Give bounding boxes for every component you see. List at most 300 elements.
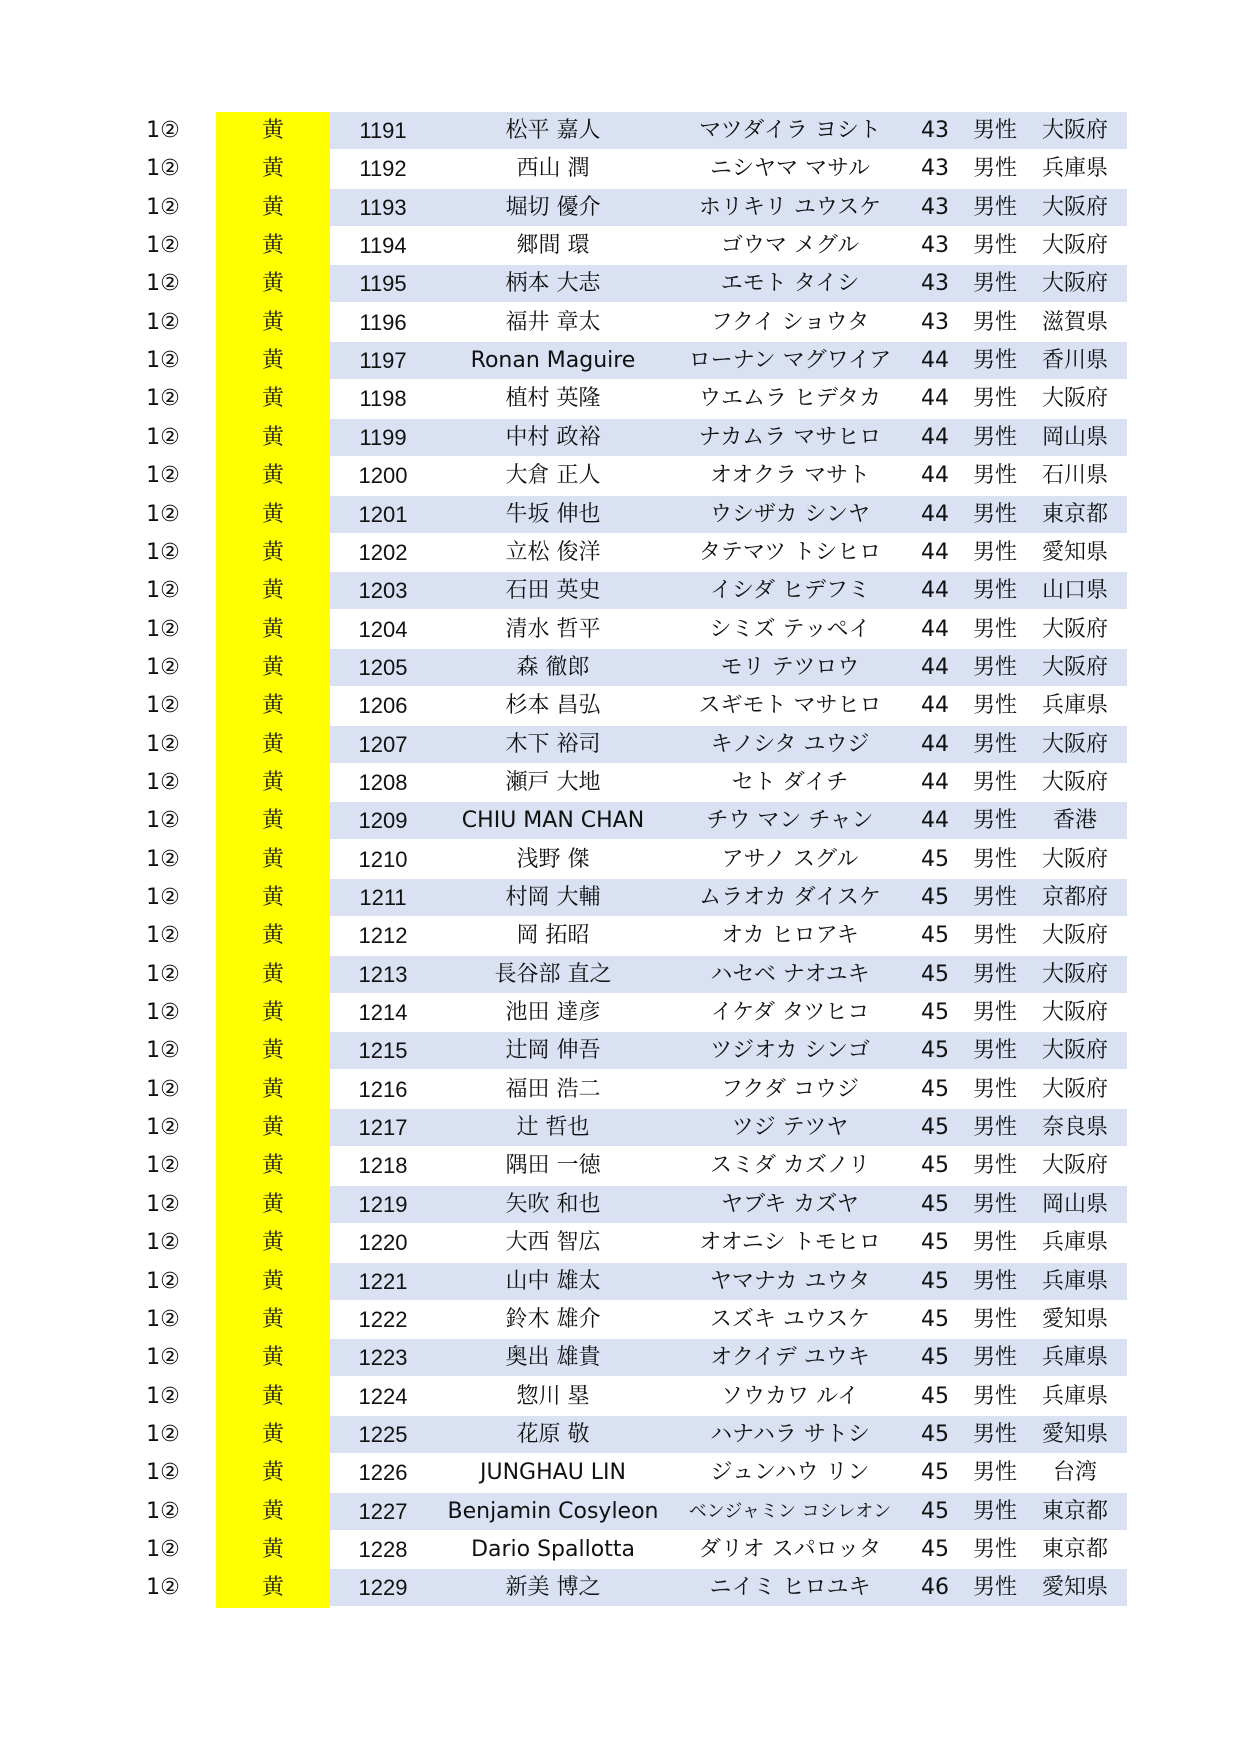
prefecture-cell: 大阪府 [1041,961,1108,987]
sex-cell: 男性 [972,156,1017,182]
number-cell: 1192 [359,156,407,182]
age-cell: 44 [921,654,949,680]
group-cell: 1② [146,348,180,374]
number-cell: 1229 [358,1575,408,1601]
group-cell: 1② [146,1268,180,1294]
sex-cell: 男性 [972,1191,1017,1217]
color-cell: 黄 [261,463,284,489]
number-cell: 1224 [358,1383,408,1409]
table-row [0,1301,1240,1339]
prefecture-cell: 東京都 [1041,1536,1108,1562]
group-cell: 1② [146,1153,180,1179]
name-cell: 福田 浩二 [505,1076,601,1102]
sex-cell: 男性 [972,118,1017,143]
color-cell: 黄 [261,1076,284,1102]
color-cell: 黄 [261,808,284,834]
sex-cell: 男性 [972,194,1017,220]
prefecture-cell: 愛知県 [1041,1306,1108,1332]
group-cell: 1② [146,539,180,565]
age-cell: 45 [921,1536,949,1562]
prefecture-cell: 兵庫県 [1041,693,1108,719]
number-cell: 1195 [359,271,407,297]
color-cell: 黄 [261,769,284,795]
age-cell: 45 [921,1383,949,1409]
name-cell: 新美 博之 [505,1575,601,1601]
sex-cell: 男性 [972,693,1017,719]
number-cell: 1220 [358,1230,408,1256]
name-cell: 松平 嘉人 [505,118,601,143]
kana-cell: スズキ ユウスケ [709,1306,871,1332]
age-cell: 44 [921,693,949,719]
number-cell: 1225 [358,1421,408,1447]
name-cell: 隅田 一徳 [505,1153,601,1179]
name-cell: 奥出 雄貴 [505,1345,601,1371]
prefecture-cell: 岡山県 [1041,424,1108,450]
prefecture-cell: 大阪府 [1041,846,1108,872]
prefecture-cell: 大阪府 [1041,923,1108,949]
name-cell: 清水 哲平 [505,616,601,642]
age-cell: 44 [921,386,949,412]
number-cell: 1218 [358,1153,408,1179]
age-cell: 45 [921,1345,949,1371]
prefecture-cell: 大阪府 [1041,654,1108,680]
number-cell: 1199 [359,424,407,450]
age-cell: 44 [921,463,949,489]
number-cell: 1217 [358,1115,408,1141]
color-cell: 黄 [261,386,284,412]
sex-cell: 男性 [972,846,1017,872]
kana-cell: セト ダイチ [731,769,849,795]
color-cell: 黄 [261,118,284,143]
prefecture-cell: 兵庫県 [1041,1268,1108,1294]
color-cell: 黄 [261,1230,284,1256]
sex-cell: 男性 [972,769,1017,795]
group-cell: 1② [146,1575,180,1601]
kana-cell: オオクラ マサト [710,463,870,489]
name-cell: 植村 英隆 [505,386,601,412]
prefecture-cell: 大阪府 [1041,1076,1108,1102]
number-cell: 1215 [358,1038,408,1064]
kana-cell: シミズ テッペイ [709,616,871,642]
age-cell: 44 [921,424,949,450]
group-cell: 1② [146,233,180,259]
group-cell: 1② [146,1345,180,1371]
name-cell: 木下 裕司 [505,731,601,757]
sex-cell: 男性 [972,1230,1017,1256]
group-cell: 1② [146,1383,180,1409]
group-cell: 1② [146,1498,180,1524]
name-cell: 瀬戸 大地 [505,769,601,795]
age-cell: 43 [921,194,949,220]
kana-cell: モリ テツロウ [720,654,860,680]
sex-cell: 男性 [972,1076,1017,1102]
kana-cell: キノシタ ユウジ [710,731,870,757]
color-cell: 黄 [261,424,284,450]
name-cell: 惣川 塁 [516,1383,590,1409]
table-row [0,496,1240,534]
kana-cell: マツダイラ ヨシト [699,118,881,143]
group-cell: 1② [146,1306,180,1332]
prefecture-cell: 香川県 [1041,348,1108,374]
prefecture-cell: 山口県 [1041,578,1108,604]
number-cell: 1200 [358,463,408,489]
table-row [0,1339,1240,1377]
number-cell: 1202 [358,539,408,565]
color-cell: 黄 [261,616,284,642]
age-cell: 44 [921,539,949,565]
kana-cell: ツジオカ シンゴ [710,1038,870,1064]
color-cell: 黄 [261,1383,284,1409]
color-cell: 黄 [261,885,284,910]
sex-cell: 男性 [972,1306,1017,1332]
kana-cell: チウ マン チャン [706,808,874,834]
group-cell: 1② [146,846,180,872]
group-cell: 1② [146,654,180,680]
name-cell: CHIU MAN CHAN [461,808,645,834]
kana-cell: アサノ スグル [721,846,859,872]
kana-cell: スギモト マサヒロ [698,693,882,719]
color-cell: 黄 [261,846,284,872]
sex-cell: 男性 [972,1153,1017,1179]
name-cell: 辻 哲也 [516,1115,590,1141]
prefecture-cell: 台湾 [1052,1460,1097,1486]
prefecture-cell: 兵庫県 [1041,1383,1108,1409]
number-cell: 1219 [358,1191,408,1217]
group-cell: 1② [146,309,180,335]
table-row [0,265,1240,303]
color-cell: 黄 [261,194,284,220]
kana-cell: ホリキリ ユウスケ [698,194,882,220]
number-cell: 1209 [358,808,408,834]
color-cell: 黄 [261,578,284,604]
color-cell: 黄 [261,1306,284,1332]
color-cell: 黄 [261,1498,284,1524]
age-cell: 45 [921,1076,949,1102]
name-cell: 西山 潤 [516,156,590,182]
color-cell: 黄 [261,693,284,719]
kana-cell: ヤマナカ ユウタ [709,1268,871,1294]
age-cell: 44 [921,348,949,374]
sex-cell: 男性 [972,961,1017,987]
age-cell: 45 [921,1115,949,1141]
prefecture-cell: 香港 [1052,808,1097,834]
group-cell: 1② [146,1230,180,1256]
number-cell: 1191 [359,118,407,143]
age-cell: 44 [921,616,949,642]
name-cell: 福井 章太 [505,309,601,335]
number-cell: 1222 [358,1306,408,1332]
group-cell: 1② [146,194,180,220]
name-cell: 堀切 優介 [505,194,601,220]
sex-cell: 男性 [972,309,1017,335]
table-row [0,1071,1240,1109]
kana-cell: ムラオカ ダイスケ [699,885,881,910]
number-cell: 1207 [358,731,408,757]
table-row [0,611,1240,649]
sex-cell: 男性 [972,731,1017,757]
group-cell: 1② [146,424,180,450]
color-cell: 黄 [261,156,284,182]
name-cell: 石田 英史 [505,578,601,604]
number-cell: 1216 [358,1076,408,1102]
number-cell: 1205 [358,654,408,680]
prefecture-cell: 大阪府 [1041,616,1108,642]
number-cell: 1204 [358,616,408,642]
table-row [0,1454,1240,1492]
age-cell: 44 [921,808,949,834]
table-row [0,189,1240,227]
color-cell: 黄 [261,539,284,565]
sex-cell: 男性 [972,1345,1017,1371]
sex-cell: 男性 [972,1268,1017,1294]
age-cell: 44 [921,769,949,795]
color-cell: 黄 [261,1460,284,1486]
table-row [0,726,1240,764]
number-cell: 1196 [359,309,407,335]
number-cell: 1221 [358,1268,408,1294]
group-cell: 1② [146,501,180,527]
kana-cell: イシダ ヒデフミ [709,578,871,604]
number-cell: 1213 [358,961,408,987]
sex-cell: 男性 [972,463,1017,489]
prefecture-cell: 愛知県 [1041,1421,1108,1447]
prefecture-cell: 大阪府 [1041,271,1108,297]
age-cell: 44 [921,578,949,604]
group-cell: 1② [146,923,180,949]
table-row [0,764,1240,802]
name-cell: 中村 政裕 [505,424,601,450]
name-cell: 森 徹郎 [516,654,590,680]
table-row [0,1493,1240,1531]
age-cell: 45 [921,1038,949,1064]
prefecture-cell: 大阪府 [1041,386,1108,412]
number-cell: 1214 [358,1000,408,1026]
kana-cell: エモト タイシ [720,271,860,297]
name-cell: 矢吹 和也 [505,1191,601,1217]
prefecture-cell: 兵庫県 [1041,1230,1108,1256]
age-cell: 45 [921,885,949,910]
sex-cell: 男性 [972,386,1017,412]
age-cell: 44 [921,731,949,757]
table-row [0,1224,1240,1262]
group-cell: 1② [146,1536,180,1562]
age-cell: 43 [921,271,949,297]
color-cell: 黄 [261,1153,284,1179]
table-row [0,1378,1240,1416]
number-cell: 1194 [359,233,407,259]
prefecture-cell: 愛知県 [1041,1575,1108,1601]
name-cell: 花原 敬 [516,1421,590,1447]
name-cell: 郷間 環 [516,233,590,259]
group-cell: 1② [146,769,180,795]
sex-cell: 男性 [972,271,1017,297]
table-row [0,304,1240,342]
kana-cell: ハセベ ナオユキ [710,961,870,987]
age-cell: 45 [921,1000,949,1026]
kana-cell: ヤブキ カズヤ [721,1191,859,1217]
kana-cell: ゴウマ メグル [720,233,860,259]
number-cell: 1223 [358,1345,408,1371]
number-cell: 1211 [359,885,407,910]
group-cell: 1② [146,118,180,143]
sex-cell: 男性 [972,1038,1017,1064]
kana-cell: ローナン マグワイア [688,348,892,374]
group-cell: 1② [146,961,180,987]
color-cell: 黄 [261,309,284,335]
sex-cell: 男性 [972,1498,1017,1524]
color-cell: 黄 [261,1038,284,1064]
kana-cell: ナカムラ マサヒロ [698,424,882,450]
age-cell: 45 [921,1230,949,1256]
prefecture-cell: 兵庫県 [1041,1345,1108,1371]
color-cell: 黄 [261,233,284,259]
table-row [0,1147,1240,1185]
table-row [0,457,1240,495]
sex-cell: 男性 [972,923,1017,949]
prefecture-cell: 東京都 [1041,1498,1108,1524]
age-cell: 45 [921,1191,949,1217]
sex-cell: 男性 [972,885,1017,910]
sex-cell: 男性 [972,1575,1017,1601]
kana-cell: ダリオ スパロッタ [698,1536,882,1562]
table-row [0,1109,1240,1147]
kana-cell: オオニシ トモヒロ [699,1230,881,1256]
table-row [0,342,1240,380]
group-cell: 1② [146,616,180,642]
group-cell: 1② [146,1191,180,1217]
name-cell: 大倉 正人 [505,463,601,489]
color-cell: 黄 [261,731,284,757]
name-cell: 鈴木 雄介 [505,1306,601,1332]
table-row [0,687,1240,725]
name-cell: 池田 達彦 [505,1000,601,1026]
group-cell: 1② [146,693,180,719]
age-cell: 45 [921,1306,949,1332]
table-row [0,879,1240,917]
name-cell: Ronan Maguire [470,348,636,374]
name-cell: Dario Spallotta [471,1536,635,1562]
prefecture-cell: 岡山県 [1041,1191,1108,1217]
kana-cell: フクイ ショウタ [710,309,870,335]
table-row [0,1263,1240,1301]
kana-cell: タテマツ トシヒロ [698,539,882,565]
table-row [0,1416,1240,1454]
kana-cell: ツジ テツヤ [731,1115,849,1141]
sex-cell: 男性 [972,539,1017,565]
prefecture-cell: 奈良県 [1041,1115,1108,1141]
table-row [0,534,1240,572]
prefecture-cell: 大阪府 [1041,233,1108,259]
age-cell: 45 [921,961,949,987]
prefecture-cell: 京都府 [1041,885,1108,910]
prefecture-cell: 大阪府 [1041,194,1108,220]
prefecture-cell: 大阪府 [1041,731,1108,757]
name-cell: 浅野 傑 [516,846,590,872]
prefecture-cell: 石川県 [1041,463,1108,489]
name-cell: 立松 俊洋 [505,539,601,565]
table-row [0,1569,1240,1607]
group-cell: 1② [146,1038,180,1064]
name-cell: 長谷部 直之 [494,961,612,987]
kana-cell: ベンジャミン コシレオン [688,1500,892,1522]
name-cell: 岡 拓昭 [516,923,590,949]
name-cell: JUNGHAU LIN [480,1460,626,1486]
prefecture-cell: 大阪府 [1041,769,1108,795]
sex-cell: 男性 [972,808,1017,834]
number-cell: 1208 [358,769,408,795]
color-cell: 黄 [261,961,284,987]
number-cell: 1203 [358,578,408,604]
sex-cell: 男性 [972,654,1017,680]
prefecture-cell: 大阪府 [1041,1153,1108,1179]
table-row [0,150,1240,188]
color-cell: 黄 [261,348,284,374]
sex-cell: 男性 [972,1421,1017,1447]
color-cell: 黄 [261,271,284,297]
kana-cell: ジュンハウ リン [710,1460,870,1486]
number-cell: 1198 [359,386,407,412]
number-cell: 1206 [358,693,408,719]
name-cell: 山中 雄太 [505,1268,601,1294]
sex-cell: 男性 [972,616,1017,642]
table-row [0,649,1240,687]
age-cell: 43 [921,118,949,143]
sex-cell: 男性 [972,1460,1017,1486]
table-row [0,841,1240,879]
number-cell: 1228 [358,1536,408,1562]
group-cell: 1② [146,808,180,834]
group-cell: 1② [146,271,180,297]
color-cell: 黄 [261,654,284,680]
prefecture-cell: 東京都 [1041,501,1108,527]
number-cell: 1210 [358,846,408,872]
name-cell: 杉本 昌弘 [505,693,601,719]
name-cell: 大西 智広 [505,1230,601,1256]
group-cell: 1② [146,885,180,910]
kana-cell: フクダ コウジ [721,1076,859,1102]
group-cell: 1② [146,386,180,412]
kana-cell: スミダ カズノリ [709,1153,871,1179]
kana-cell: ウシザカ シンヤ [709,501,870,527]
group-cell: 1② [146,1000,180,1026]
age-cell: 44 [921,501,949,527]
sex-cell: 男性 [972,233,1017,259]
name-cell: 柄本 大志 [505,271,601,297]
prefecture-cell: 大阪府 [1041,1038,1108,1064]
kana-cell: イケダ タツヒコ [710,1000,870,1026]
kana-cell: ニイミ ヒロユキ [709,1575,871,1601]
sex-cell: 男性 [972,348,1017,374]
sex-cell: 男性 [972,578,1017,604]
color-cell: 黄 [261,501,284,527]
table-row [0,917,1240,955]
group-cell: 1② [146,463,180,489]
sex-cell: 男性 [972,1000,1017,1026]
age-cell: 45 [921,1498,949,1524]
prefecture-cell: 大阪府 [1041,1000,1108,1026]
name-cell: 村岡 大輔 [505,885,601,910]
table-row [0,994,1240,1032]
group-cell: 1② [146,1421,180,1447]
prefecture-cell: 滋賀県 [1041,309,1108,335]
name-cell: 牛坂 伸也 [505,501,601,527]
color-cell: 黄 [261,1191,284,1217]
number-cell: 1212 [358,923,408,949]
number-cell: 1193 [359,194,407,220]
age-cell: 43 [921,309,949,335]
number-cell: 1197 [359,348,407,374]
name-cell: Benjamin Cosyleon [447,1498,659,1524]
